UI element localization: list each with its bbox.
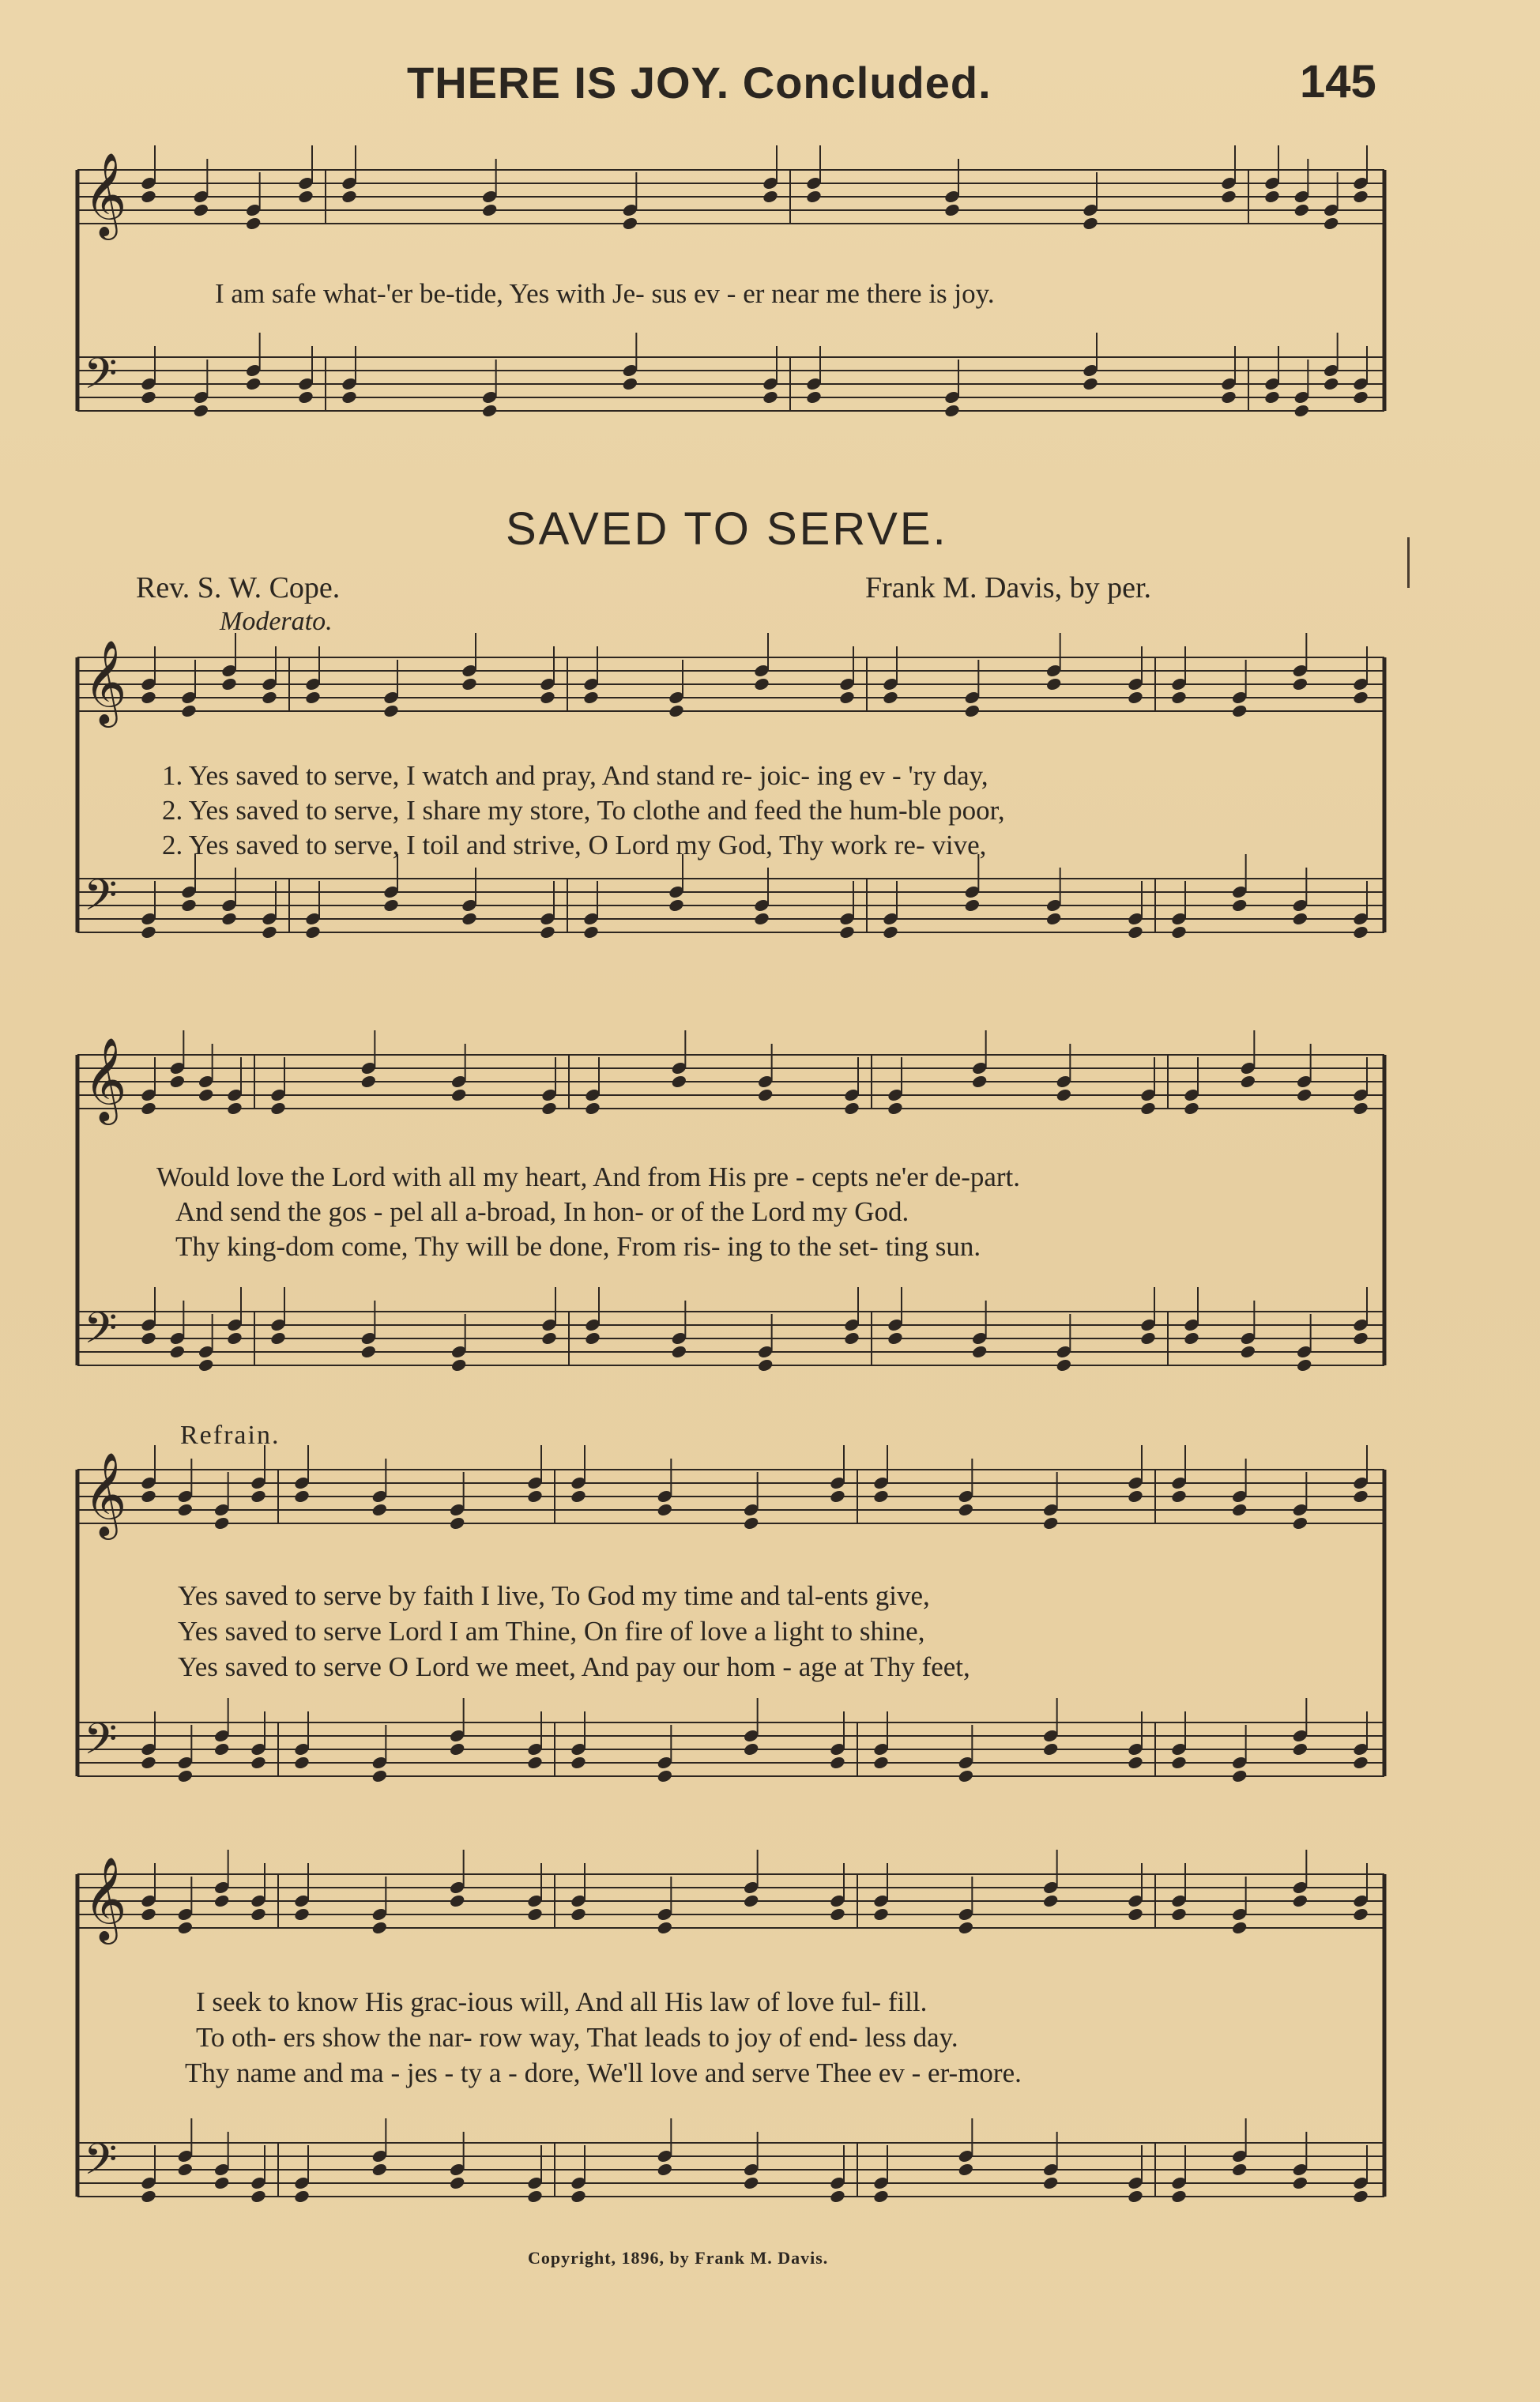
- svg-text:𝄞: 𝄞: [84, 1451, 127, 1536]
- refrain-line: Yes saved to serve by faith I live, To God my time and tal-ents give,: [178, 1580, 930, 1611]
- verse-line: And send the gos - pel all a-broad, In hon- or of the Lord my God.: [175, 1196, 909, 1227]
- svg-text:𝄞: 𝄞: [84, 152, 127, 236]
- copyright-notice: Copyright, 1896, by Frank M. Davis.: [528, 2248, 829, 2268]
- hymn-author: Rev. S. W. Cope.: [136, 571, 341, 604]
- page-number: 145: [1300, 56, 1376, 107]
- refrain-line: Yes saved to serve O Lord we meet, And pay our hom - age at Thy feet,: [178, 1651, 970, 1682]
- svg-text:𝄢: 𝄢: [84, 1303, 118, 1364]
- verse-line: Thy king-dom come, Thy will be done, From ris- ing to the set- ting sun.: [175, 1231, 981, 1262]
- svg-text:𝄢: 𝄢: [84, 1714, 118, 1775]
- verse-line: 2. Yes saved to serve, I toil and strive, O Lord my God, Thy work re- vive,: [162, 830, 987, 860]
- verse-line: 1. Yes saved to serve, I watch and pray, And stand re- joic- ing ev - 'ry day,: [162, 760, 988, 791]
- svg-text:𝄞: 𝄞: [84, 1037, 127, 1121]
- hymn-composer: Frank M. Davis, by per.: [865, 571, 1152, 604]
- svg-text:𝄢: 𝄢: [84, 348, 118, 409]
- refrain-line: To oth- ers show the nar- row way, That leads to joy of end- less day.: [196, 2022, 958, 2053]
- verse-line: Would love the Lord with all my heart, And from His pre - cepts ne'er de-part.: [156, 1161, 1021, 1192]
- refrain-line: Yes saved to serve Lord I am Thine, On fire of love a light to shine,: [178, 1616, 925, 1647]
- tempo-marking: Moderato.: [220, 607, 333, 636]
- page-edge-mark: [1407, 537, 1410, 588]
- verse-line: 2. Yes saved to serve, I share my store, To clothe and feed the hum-ble poor,: [162, 795, 1005, 826]
- page-header-title: THERE IS JOY. Concluded.: [407, 58, 992, 107]
- svg-text:𝄢: 𝄢: [84, 870, 118, 931]
- svg-text:𝄞: 𝄞: [84, 1856, 127, 1941]
- refrain-label: Refrain.: [180, 1421, 281, 1450]
- refrain-line: Thy name and ma - jes - ty a - dore, We'll love and serve Thee ev - er-more.: [185, 2058, 1022, 2088]
- refrain-line: I seek to know His grac-ious will, And all His law of love ful- fill.: [196, 1986, 928, 2017]
- hymn-title: SAVED TO SERVE.: [506, 503, 948, 555]
- svg-text:𝄞: 𝄞: [84, 639, 127, 724]
- svg-text:𝄢: 𝄢: [84, 2134, 118, 2195]
- first-hymn-lyric: I am safe what-'er be-tide, Yes with Je- sus ev - er near me there is joy.: [215, 278, 995, 309]
